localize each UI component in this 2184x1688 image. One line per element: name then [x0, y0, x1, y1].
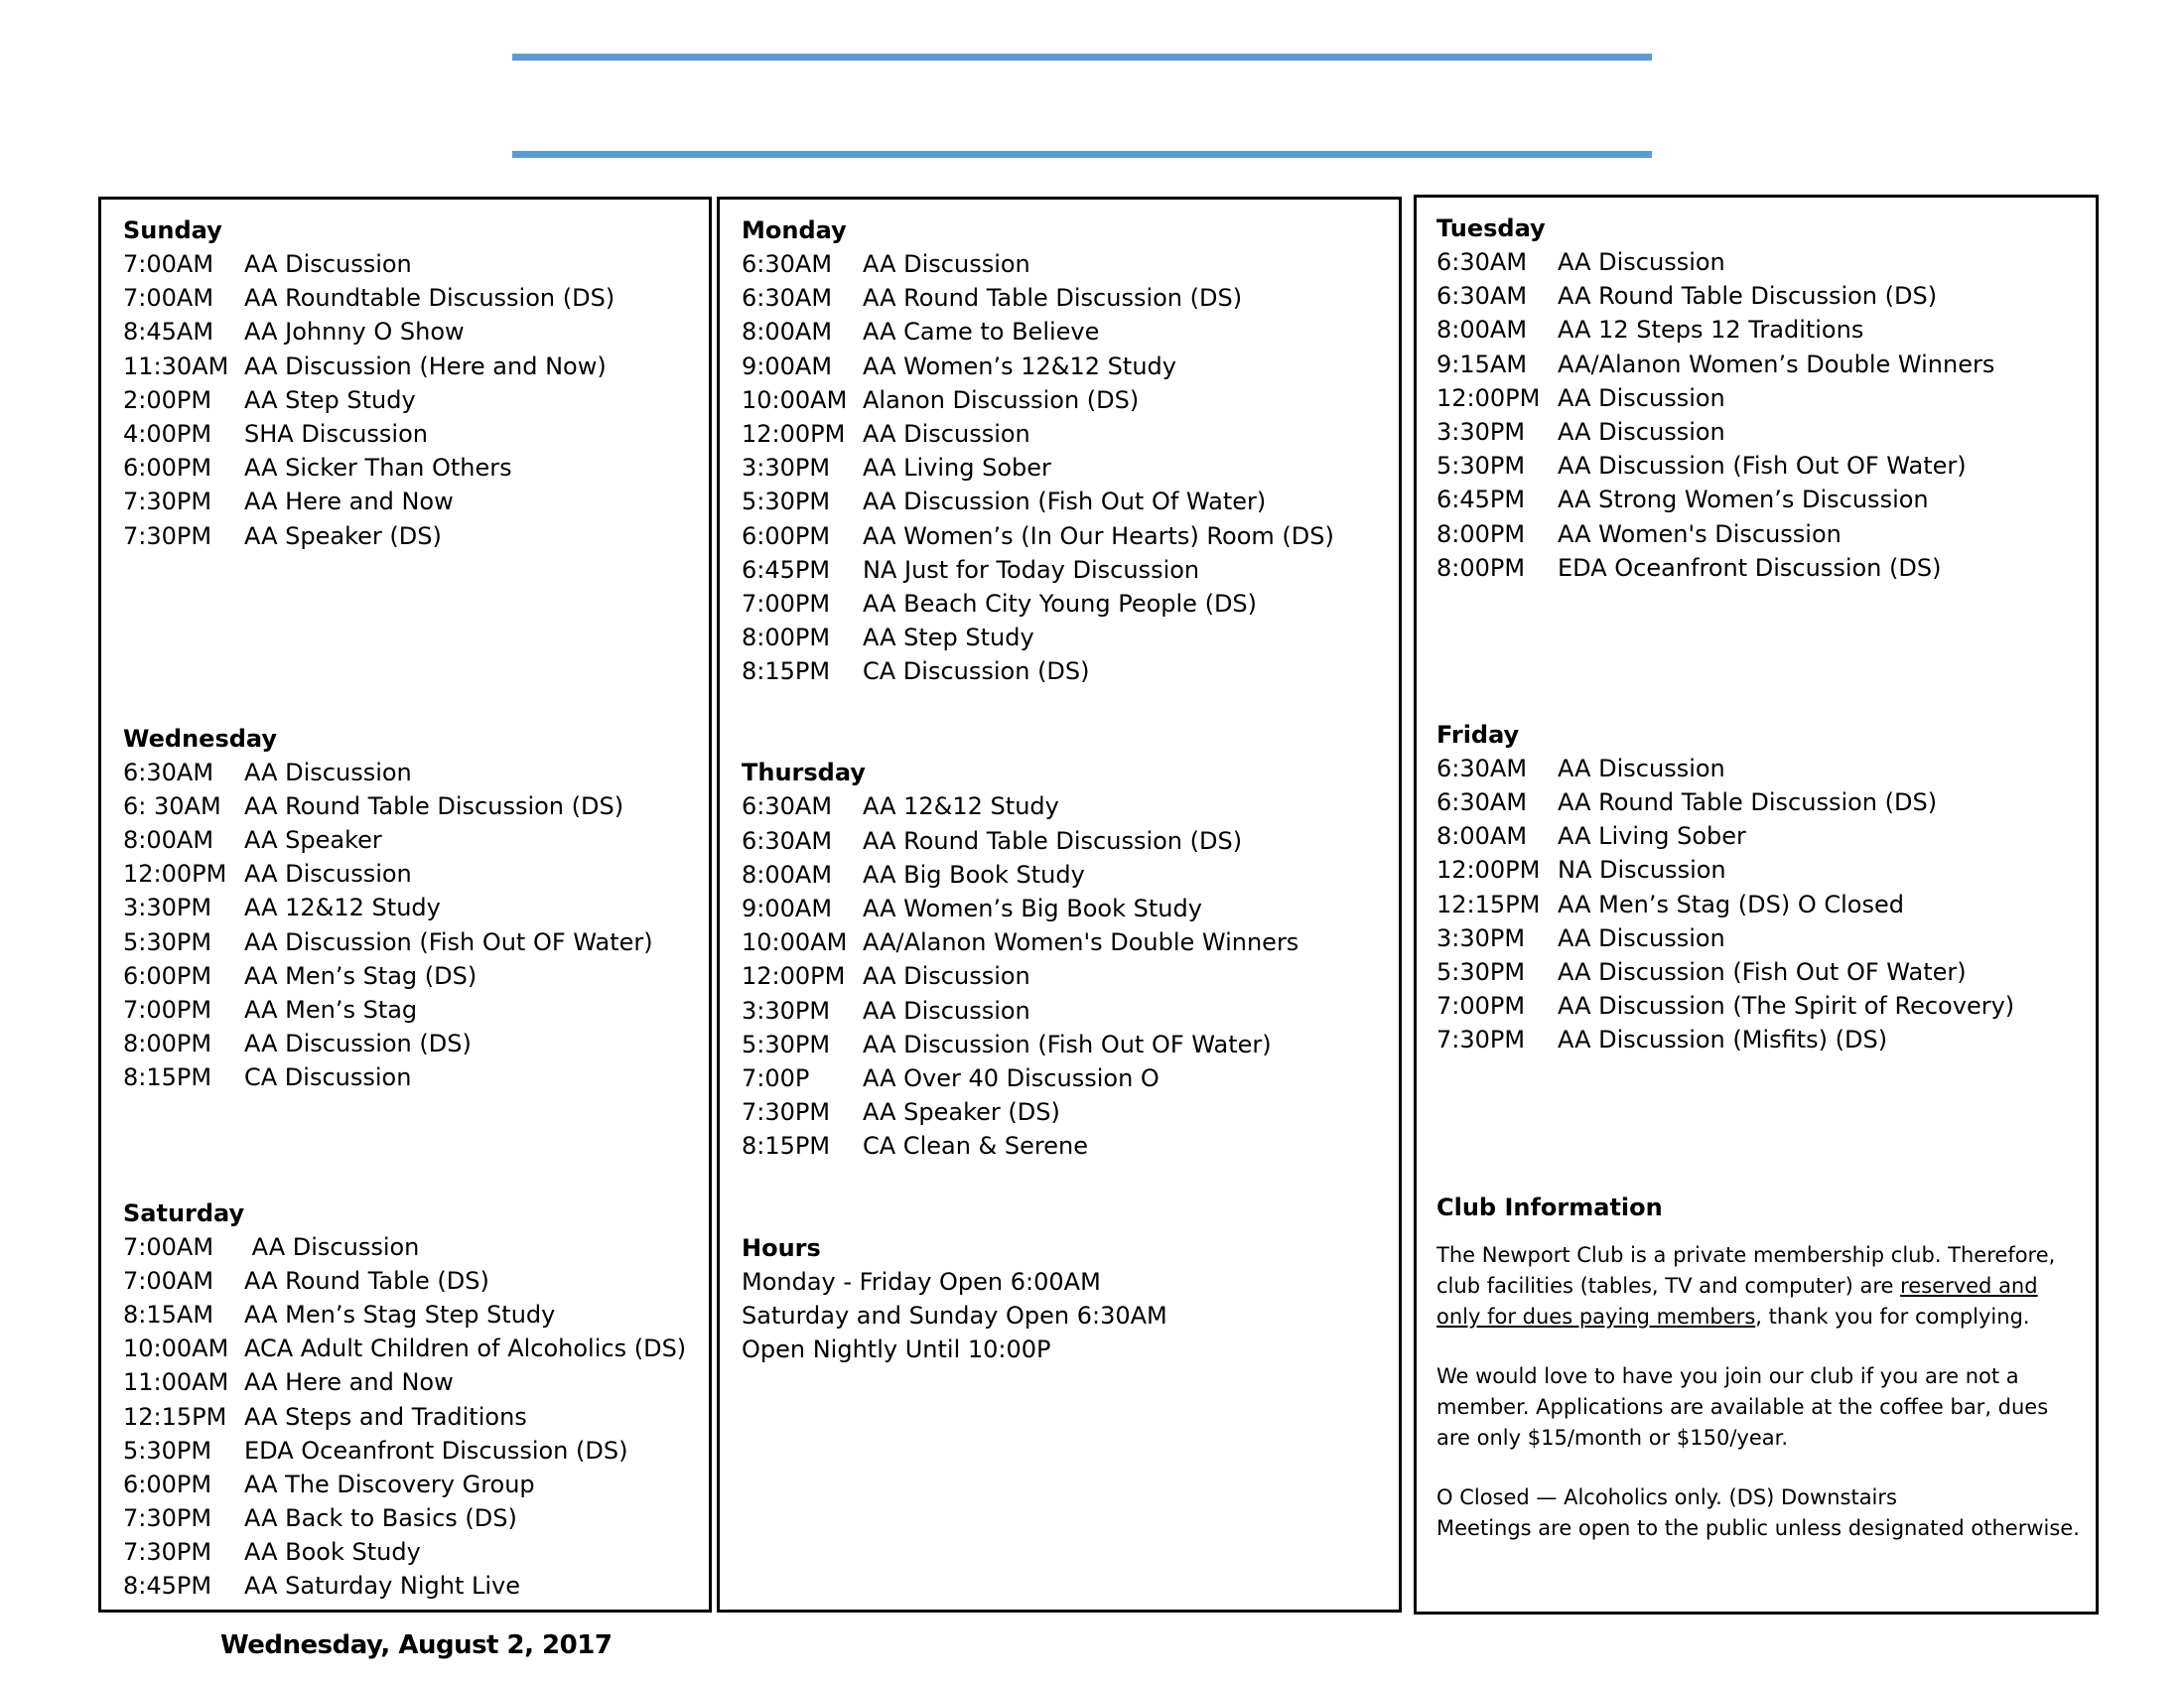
- meeting-time: 6:30AM: [1436, 282, 1528, 311]
- meeting-time: 7:00PM: [742, 589, 831, 618]
- meeting-row: [1436, 853, 2096, 887]
- meeting-time: 8:00AM: [742, 318, 833, 347]
- meeting-name: AA Over 40 Discussion O: [863, 1063, 1160, 1092]
- meeting-row: [1436, 279, 2096, 313]
- meeting-name: AA Here and Now: [244, 1368, 454, 1397]
- meeting-name: AA Big Book Study: [863, 860, 1085, 889]
- day-tuesday: [1436, 211, 2096, 585]
- meeting-name: SHA Discussion: [244, 419, 428, 448]
- club-info-text: The Newport Club is a private membership club. Therefore, club facilities (tables, TV and computer) are: [1436, 1242, 2056, 1298]
- meeting-row: [123, 451, 709, 485]
- hours-title: Hours: [742, 1233, 821, 1262]
- meeting-row: [742, 417, 1399, 451]
- meeting-time: 8:45AM: [123, 318, 214, 347]
- meeting-time: 6:30AM: [742, 792, 833, 821]
- meeting-row: [742, 587, 1399, 621]
- meeting-row: [742, 892, 1399, 925]
- day-sunday: [123, 213, 709, 553]
- meeting-name: CA Clean & Serene: [863, 1132, 1088, 1161]
- meeting-time: 8:00AM: [1436, 822, 1528, 851]
- meeting-row: [742, 994, 1399, 1028]
- meeting-name: AA Discussion: [863, 419, 1030, 448]
- meeting-row: [742, 519, 1399, 553]
- schedule-column-left: [98, 197, 712, 1613]
- meeting-row: [123, 1535, 709, 1569]
- day-thursday: [742, 756, 1399, 1163]
- meeting-time: 6:30AM: [123, 758, 214, 786]
- day-wednesday: [123, 722, 709, 1095]
- meeting-row: [1436, 551, 2096, 585]
- meeting-name: AA Discussion: [1558, 754, 1725, 782]
- meeting-time: 6: 30AM: [123, 791, 221, 820]
- meeting-time: 3:30PM: [742, 454, 831, 483]
- schedule-column-middle: [717, 197, 1402, 1613]
- meeting-time: 5:30PM: [742, 1030, 831, 1058]
- meeting-row: [1436, 1023, 2096, 1056]
- meeting-time: 10:00AM: [742, 928, 848, 957]
- meeting-time: 8:00PM: [123, 1030, 212, 1058]
- meeting-name: AA Discussion (Here and Now): [244, 352, 607, 380]
- day-title: Tuesday: [1436, 214, 1546, 242]
- hours-section: [742, 1231, 1399, 1367]
- day-saturday: [123, 1196, 709, 1604]
- meeting-row: [1436, 989, 2096, 1023]
- meeting-time: 6:45PM: [1436, 486, 1526, 514]
- meeting-name: AA Saturday Night Live: [244, 1572, 521, 1601]
- meeting-row: [123, 383, 709, 417]
- meeting-name: AA Living Sober: [1558, 822, 1746, 851]
- meeting-name: AA Discussion (Fish Out OF Water): [244, 927, 653, 956]
- meeting-row: [123, 756, 709, 789]
- day-friday: [1436, 718, 2096, 1057]
- meeting-name: AA Speaker (DS): [244, 521, 442, 550]
- meeting-row: [742, 1129, 1399, 1163]
- meeting-row: [123, 1569, 709, 1603]
- meeting-time: 8:15AM: [123, 1300, 214, 1329]
- meeting-name: AA Book Study: [244, 1538, 421, 1567]
- meeting-row: [123, 519, 709, 553]
- meeting-row: [742, 925, 1399, 959]
- meeting-time: 6:00PM: [742, 521, 831, 550]
- day-monday: [742, 213, 1399, 688]
- meeting-row: [742, 621, 1399, 654]
- meeting-row: [123, 993, 709, 1027]
- club-info-paragraph: [1436, 1240, 2082, 1333]
- meeting-name: AA Men’s Stag Step Study: [244, 1300, 556, 1329]
- meeting-time: 7:30PM: [123, 1538, 212, 1567]
- meeting-row: [123, 1060, 709, 1094]
- meeting-row: [1436, 381, 2096, 415]
- meeting-time: 10:00AM: [123, 1335, 229, 1363]
- meeting-name: AA Discussion: [244, 1232, 420, 1261]
- meeting-time: 7:30PM: [123, 521, 212, 550]
- meeting-row: [123, 1230, 709, 1264]
- meeting-row: [123, 891, 709, 924]
- meeting-row: [123, 1400, 709, 1434]
- meeting-row: [1436, 415, 2096, 449]
- meeting-row: [123, 1332, 709, 1365]
- meeting-name: AA 12 Steps 12 Traditions: [1558, 316, 1864, 345]
- day-title: Wednesday: [123, 724, 278, 753]
- meeting-row: [123, 1468, 709, 1501]
- meeting-time: 8:15PM: [123, 1063, 212, 1092]
- meeting-name: AA Round Table Discussion (DS): [863, 284, 1243, 313]
- meeting-name: AA Back to Basics (DS): [244, 1504, 517, 1533]
- meeting-name: AA Discussion (Misfits) (DS): [1558, 1026, 1888, 1055]
- meeting-time: 6:00PM: [123, 961, 212, 990]
- meeting-name: AA Women’s Big Book Study: [863, 895, 1202, 922]
- meeting-name: AA Round Table (DS): [244, 1266, 489, 1295]
- meeting-row: [1436, 313, 2096, 347]
- meeting-time: 9:00AM: [742, 895, 833, 922]
- meeting-row: [1436, 785, 2096, 819]
- meeting-name: AA The Discovery Group: [244, 1470, 535, 1498]
- meeting-name: AA Women's Discussion: [1558, 519, 1842, 548]
- meeting-row: [123, 857, 709, 891]
- meeting-row: [742, 350, 1399, 383]
- meeting-name: AA Johnny O Show: [244, 318, 465, 347]
- meeting-name: AA 12&12 Study: [244, 894, 441, 922]
- meeting-time: 3:30PM: [123, 894, 212, 922]
- meeting-time: 12:15PM: [1436, 890, 1541, 918]
- meeting-row: [123, 281, 709, 315]
- meeting-row: [742, 451, 1399, 485]
- meeting-time: 12:00PM: [123, 860, 227, 889]
- meeting-time: 6:30AM: [742, 826, 833, 855]
- day-title: Thursday: [742, 759, 866, 787]
- meeting-row: [123, 789, 709, 823]
- meeting-name: AA Discussion: [1558, 248, 1725, 276]
- meeting-name: AA Discussion (Fish Out Of Water): [863, 488, 1267, 516]
- meeting-time: 11:00AM: [123, 1368, 229, 1397]
- meeting-row: [742, 281, 1399, 315]
- meeting-time: 12:00PM: [1436, 856, 1541, 885]
- meeting-name: AA Discussion: [863, 962, 1030, 991]
- meeting-row: [742, 247, 1399, 281]
- meeting-time: 7:00P: [742, 1063, 810, 1092]
- meeting-name: AA Discussion: [1558, 923, 1725, 952]
- meeting-row: [123, 350, 709, 383]
- meeting-row: [742, 553, 1399, 587]
- meeting-name: NA Discussion: [1558, 856, 1726, 885]
- hours-line: Open Nightly Until 10:00P: [742, 1335, 1051, 1363]
- meeting-time: 12:00PM: [1436, 383, 1541, 412]
- meeting-time: 5:30PM: [123, 927, 212, 956]
- meeting-name: CA Discussion: [244, 1063, 412, 1092]
- meeting-time: 7:30PM: [1436, 1026, 1526, 1055]
- meeting-name: AA Round Table Discussion (DS): [863, 826, 1243, 855]
- meeting-row: [742, 1028, 1399, 1061]
- club-info-section: [1436, 1191, 2096, 1544]
- meeting-name: AA Men’s Stag (DS): [244, 961, 478, 990]
- header-rule-bottom: [512, 151, 1652, 158]
- public-note: Meetings are open to the public unless designated otherwise.: [1436, 1515, 2080, 1540]
- meeting-row: [742, 654, 1399, 688]
- meeting-row: [742, 959, 1399, 993]
- meeting-time: 6:00PM: [123, 1470, 212, 1498]
- meeting-row: [1436, 752, 2096, 785]
- meeting-row: [1436, 483, 2096, 516]
- meeting-name: AA Strong Women’s Discussion: [1558, 486, 1929, 514]
- meeting-name: AA Came to Believe: [863, 318, 1100, 347]
- meeting-row: [123, 959, 709, 993]
- meeting-time: 12:00PM: [742, 962, 846, 991]
- meeting-name: AA Round Table Discussion (DS): [1558, 282, 1938, 311]
- meeting-name: NA Just for Today Discussion: [863, 555, 1200, 584]
- meeting-time: 7:30PM: [742, 1098, 831, 1127]
- meeting-time: 9:15AM: [1436, 350, 1528, 378]
- legend-note: O Closed — Alcoholics only. (DS) Downstairs: [1436, 1484, 1897, 1509]
- day-title: Saturday: [123, 1198, 245, 1227]
- day-title: Friday: [1436, 720, 1520, 749]
- meeting-name: AA Discussion (DS): [244, 1030, 472, 1058]
- meeting-time: 8:00AM: [123, 826, 214, 855]
- meeting-time: 7:00PM: [123, 996, 212, 1024]
- meeting-name: AA Discussion (Fish Out OF Water): [1558, 452, 1967, 481]
- meeting-time: 3:30PM: [1436, 923, 1526, 952]
- meeting-name: AA Women’s 12&12 Study: [863, 352, 1176, 380]
- meeting-name: AA Living Sober: [863, 454, 1051, 483]
- meeting-name: AA Roundtable Discussion (DS): [244, 284, 615, 313]
- club-info-text-end: , thank you for complying.: [1755, 1304, 2030, 1329]
- meeting-time: 8:00AM: [1436, 316, 1528, 345]
- meeting-name: AA Steps and Traditions: [244, 1402, 527, 1431]
- meeting-time: 7:30PM: [123, 1504, 212, 1533]
- club-info-title: Club Information: [1436, 1193, 1663, 1221]
- day-title: Sunday: [123, 216, 222, 244]
- meeting-name: AA Discussion: [1558, 383, 1725, 412]
- header-rule-top: [512, 54, 1652, 61]
- meeting-row: [1436, 517, 2096, 551]
- meeting-time: 7:00AM: [123, 1266, 214, 1295]
- meeting-row: [123, 1501, 709, 1535]
- meeting-row: [123, 1298, 709, 1332]
- meeting-name: AA Beach City Young People (DS): [863, 589, 1258, 618]
- meeting-row: [123, 1027, 709, 1060]
- meeting-row: [123, 247, 709, 281]
- meeting-name: EDA Oceanfront Discussion (DS): [244, 1436, 628, 1465]
- meeting-time: 6:30AM: [1436, 788, 1528, 817]
- meeting-row: [742, 383, 1399, 417]
- schedule-column-right: [1414, 195, 2099, 1615]
- meeting-name: AA Discussion (Fish Out OF Water): [863, 1030, 1272, 1058]
- meeting-name: AA Here and Now: [244, 488, 454, 516]
- meeting-row: [742, 1095, 1399, 1129]
- meeting-time: 5:30PM: [123, 1436, 212, 1465]
- meeting-name: AA 12&12 Study: [863, 792, 1059, 821]
- meeting-time: 6:00PM: [123, 454, 212, 483]
- meeting-time: 4:00PM: [123, 419, 212, 448]
- meeting-row: [1436, 955, 2096, 989]
- hours-line: Saturday and Sunday Open 6:30AM: [742, 1301, 1167, 1330]
- meeting-name: AA Discussion: [863, 996, 1030, 1025]
- meeting-time: 11:30AM: [123, 352, 229, 380]
- meeting-time: 3:30PM: [742, 996, 831, 1025]
- meeting-time: 9:00AM: [742, 352, 833, 380]
- meeting-name: AA Discussion: [244, 860, 412, 889]
- meeting-name: AA Women’s (In Our Hearts) Room (DS): [863, 521, 1334, 550]
- meeting-time: 7:00PM: [1436, 992, 1526, 1021]
- meeting-time: 8:00PM: [1436, 519, 1526, 548]
- meeting-name: AA Men’s Stag: [244, 996, 418, 1024]
- meeting-time: 6:30AM: [1436, 248, 1528, 276]
- meeting-time: 8:00AM: [742, 860, 833, 889]
- meeting-row: [123, 315, 709, 349]
- meeting-name: AA Discussion: [1558, 417, 1725, 446]
- meeting-name: AA Discussion (Fish Out OF Water): [1558, 958, 1967, 986]
- meeting-name: ACA Adult Children of Alcoholics (DS): [244, 1335, 687, 1363]
- meeting-row: [1436, 449, 2096, 483]
- meeting-row: [742, 1061, 1399, 1095]
- meeting-time: 8:45PM: [123, 1572, 212, 1601]
- meeting-name: AA Speaker (DS): [863, 1098, 1060, 1127]
- meeting-row: [123, 1434, 709, 1468]
- meeting-row: [123, 925, 709, 959]
- meeting-name: AA Round Table Discussion (DS): [1558, 788, 1938, 817]
- meeting-name: AA Men’s Stag (DS) O Closed: [1558, 890, 1904, 918]
- meeting-name: AA Speaker: [244, 826, 382, 855]
- meeting-row: [742, 789, 1399, 823]
- meeting-time: 8:00PM: [742, 624, 831, 652]
- meeting-name: AA Step Study: [863, 624, 1034, 652]
- meeting-name: AA/Alanon Women’s Double Winners: [1558, 350, 1995, 378]
- meeting-time: 8:00PM: [1436, 553, 1526, 582]
- meeting-time: 6:30AM: [742, 250, 833, 278]
- meeting-name: CA Discussion (DS): [863, 657, 1090, 686]
- meeting-time: 6:30AM: [742, 284, 833, 313]
- meeting-row: [123, 417, 709, 451]
- meeting-name: EDA Oceanfront Discussion (DS): [1558, 553, 1942, 582]
- meeting-row: [742, 485, 1399, 518]
- meeting-row: [123, 823, 709, 857]
- meeting-time: 6:30AM: [1436, 754, 1528, 782]
- day-title: Monday: [742, 216, 847, 244]
- meeting-name: AA Discussion: [863, 250, 1030, 278]
- meeting-time: 8:15PM: [742, 1132, 831, 1161]
- meeting-time: 12:00PM: [742, 419, 846, 448]
- meeting-row: [742, 824, 1399, 858]
- meeting-row: [1436, 245, 2096, 279]
- meeting-time: 7:30PM: [123, 488, 212, 516]
- meeting-time: 5:30PM: [1436, 958, 1526, 986]
- meeting-time: 5:30PM: [742, 488, 831, 516]
- meeting-name: AA Sicker Than Others: [244, 454, 512, 483]
- meeting-row: [1436, 348, 2096, 381]
- meeting-row: [742, 315, 1399, 349]
- meeting-name: AA Round Table Discussion (DS): [244, 791, 624, 820]
- footer-date: Wednesday, August 2, 2017: [220, 1630, 613, 1660]
- meeting-row: [1436, 888, 2096, 921]
- meeting-row: [742, 858, 1399, 892]
- meeting-time: 10:00AM: [742, 385, 848, 414]
- meeting-time: 7:00AM: [123, 284, 214, 313]
- meeting-name: AA Discussion (The Spirit of Recovery): [1558, 992, 2015, 1021]
- meeting-time: 2:00PM: [123, 385, 212, 414]
- meeting-time: 5:30PM: [1436, 452, 1526, 481]
- hours-line: Monday - Friday Open 6:00AM: [742, 1267, 1101, 1296]
- meeting-name: AA Discussion: [244, 250, 412, 278]
- meeting-name: AA Step Study: [244, 385, 416, 414]
- meeting-time: 7:00AM: [123, 250, 214, 278]
- meeting-row: [123, 1264, 709, 1298]
- membership-paragraph: We would love to have you join our club if you are not a member. Applications are available at the coffee bar, dues are only $15/month or $150/year.: [1436, 1363, 2049, 1450]
- meeting-time: 12:15PM: [123, 1402, 227, 1431]
- meeting-time: 8:15PM: [742, 657, 831, 686]
- meeting-name: AA Discussion: [244, 758, 412, 786]
- meeting-time: 3:30PM: [1436, 417, 1526, 446]
- meeting-row: [1436, 921, 2096, 955]
- meeting-row: [1436, 819, 2096, 853]
- meeting-time: 7:00AM: [123, 1232, 214, 1261]
- meeting-name: AA/Alanon Women's Double Winners: [863, 928, 1299, 957]
- meeting-row: [123, 485, 709, 518]
- meeting-row: [123, 1365, 709, 1399]
- meeting-name: Alanon Discussion (DS): [863, 385, 1140, 414]
- club-info-underlined: reserved and only for dues paying members: [1436, 1273, 2038, 1329]
- meeting-time: 6:45PM: [742, 555, 831, 584]
